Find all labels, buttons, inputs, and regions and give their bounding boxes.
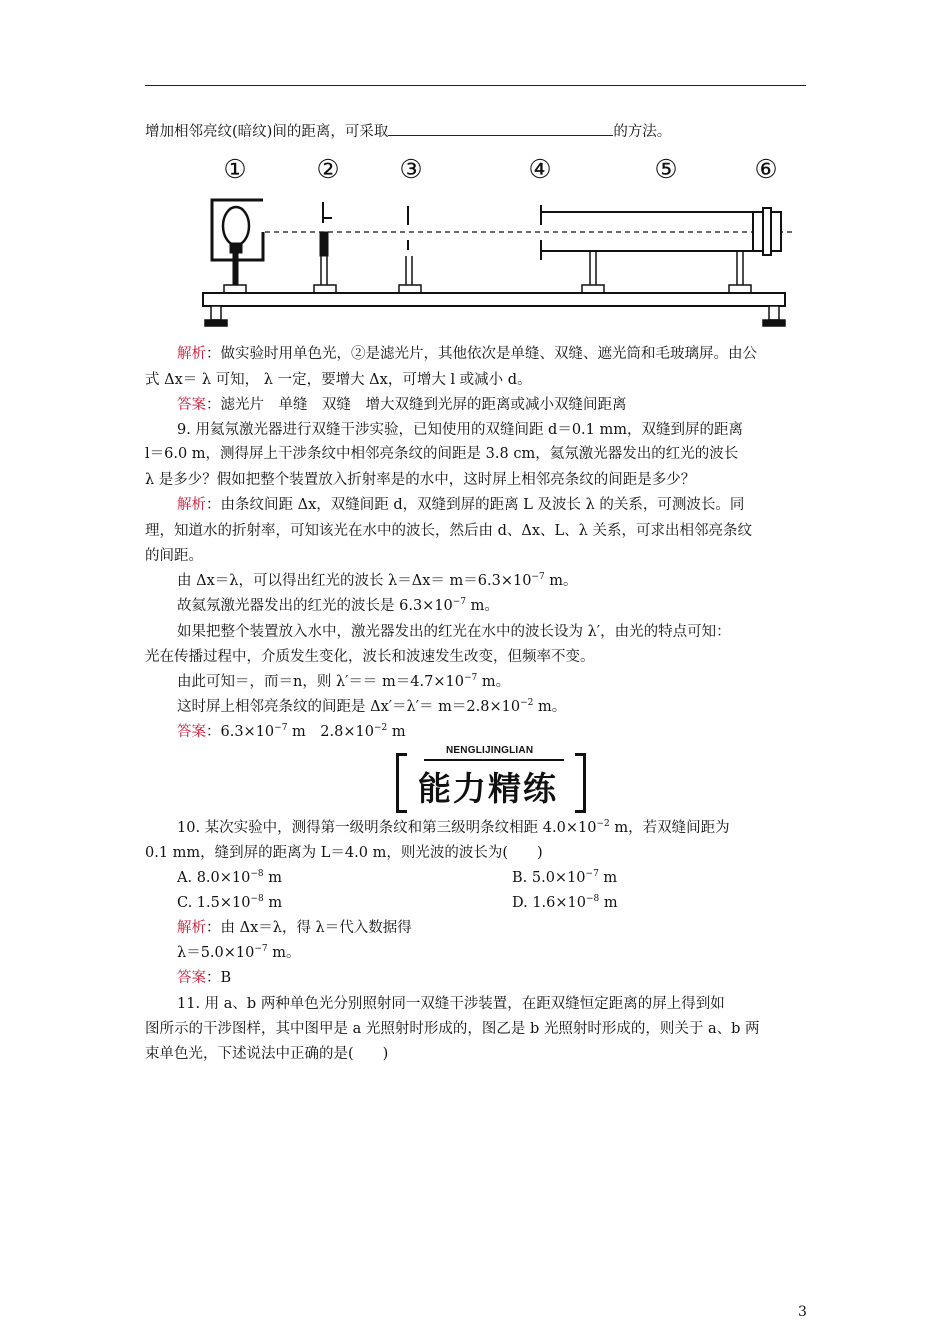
q11-text1: 11. 用 a、b 两种单色光分别照射同一双缝干涉装置，在距双缝恒定距离的屏上得到如 bbox=[177, 996, 725, 1012]
exponent: −7 bbox=[274, 723, 288, 734]
q9-solution-text9: 这时屏上相邻亮条纹的间距是 Δx′＝λ′＝ m＝2.8×10 bbox=[177, 699, 521, 715]
q9-solution-line7 bbox=[145, 647, 815, 667]
label-3: ③ bbox=[399, 155, 423, 185]
exponent: −2 bbox=[373, 723, 388, 734]
q9-answer-value2: m 2.8×10 bbox=[287, 724, 374, 740]
q9-line2 bbox=[145, 444, 815, 464]
option-d: D. $1.6\times 10^{-8}$ m bbox=[512, 894, 618, 911]
light-source bbox=[212, 200, 263, 293]
q9-answer-line bbox=[177, 722, 847, 742]
q9-line1 bbox=[177, 420, 847, 440]
label-2: ② bbox=[316, 155, 340, 185]
unit: m bbox=[387, 724, 406, 740]
label-5: ⑤ bbox=[654, 155, 678, 185]
q11-line2 bbox=[145, 1019, 815, 1039]
unit: m。 bbox=[544, 573, 578, 589]
label-1: ① bbox=[223, 155, 247, 185]
q9-solution-text7: 光在传播过程中，介质发生变化，波长和波速发生改变，但频率不变。 bbox=[145, 649, 595, 665]
exponent: −7 bbox=[531, 572, 545, 583]
q9-solution-text2: 理，知道水的折射率，可知该光在水中的波长，然后由 d、Δx、L、λ 关系，可求出相邻亮条纹 bbox=[145, 523, 752, 539]
unit: m。 bbox=[466, 598, 499, 614]
q8-solution-line2 bbox=[145, 370, 815, 390]
q8-solution-text1: ：做实验时用单色光，②是滤光片，其他依次是单缝、双缝、遮光筒和毛玻璃屏。由公 bbox=[206, 346, 757, 362]
unit: m。 bbox=[477, 674, 511, 690]
slit-holder bbox=[399, 206, 421, 293]
q9-solution-text1: ：由条纹间距 Δx，双缝间距 d，双缝到屏的距离 L 及波长 λ 的关系，可测波长。同 bbox=[206, 497, 745, 513]
q9-text3: λ 是多少？假如把整个装置放入折射率是的水中，这时屏上相邻亮条纹的间距是多少？ bbox=[145, 472, 696, 488]
q9-solution-line5 bbox=[177, 596, 847, 616]
q8-tail-end: 的方法。 bbox=[613, 124, 672, 140]
q9-solution-line4 bbox=[177, 571, 847, 591]
q10-solution-line2 bbox=[177, 943, 847, 963]
header-rule bbox=[145, 85, 806, 86]
q10-answer-line bbox=[177, 968, 847, 988]
q10-line2 bbox=[145, 843, 815, 863]
q9-solution-text8: 由此可知＝，而＝n，则 λ′＝＝ m＝4.7×10 bbox=[177, 674, 464, 690]
q9-solution-line9 bbox=[177, 697, 847, 717]
q10-solution-text1: ：由 Δx＝λ，得 λ＝代入数据得 bbox=[206, 920, 412, 936]
q8-solution-text2: 式 Δx＝ λ 可知， λ 一定，要增大 Δx，可增大 l 或减小 d。 bbox=[145, 372, 532, 388]
q10-text2: 0.1 mm，缝到屏的距离为 L＝4.0 m，则光波的波长为( ) bbox=[145, 845, 543, 861]
q9-solution-line2 bbox=[145, 521, 815, 541]
filter bbox=[314, 202, 336, 293]
q10-line1 bbox=[177, 818, 847, 838]
q10-text1: 10. 某次实验中，测得第一级明条纹和第三级明条纹相距 4.0×10 bbox=[177, 820, 597, 836]
q8-tail-line bbox=[145, 121, 815, 142]
q9-text1: 9. 用氦氖激光器进行双缝干涉实验，已知使用的双缝间距 d＝0.1 mm，双缝到屏的距离 bbox=[177, 422, 743, 438]
q9-answer-value1: ：6.3×10 bbox=[206, 724, 275, 740]
unit: m。 bbox=[267, 945, 301, 961]
answer-blank bbox=[388, 121, 613, 136]
q11-text3: 束单色光，下述说法中正确的是( ) bbox=[145, 1046, 389, 1062]
double-slit-apparatus-diagram bbox=[195, 150, 795, 335]
q8-answer-text: ：滤光片 单缝 双缝 增大双缝到光屏的距离或减小双缝间距离 bbox=[206, 397, 627, 413]
optical-bench bbox=[203, 293, 785, 326]
solution-label: 解析 bbox=[177, 346, 206, 362]
exponent: −2 bbox=[596, 819, 610, 830]
exponent: −7 bbox=[452, 597, 467, 608]
q8-answer-line bbox=[177, 395, 847, 415]
exponent: −7 bbox=[254, 944, 268, 955]
q9-solution-text4: 由 Δx＝λ，可以得出红光的波长 λ＝Δx＝ m＝6.3×10 bbox=[177, 573, 532, 589]
q8-tail-text: 增加相邻亮纹(暗纹)间的距离，可采取 bbox=[145, 124, 389, 140]
label-4: ④ bbox=[528, 155, 552, 185]
q8-solution-line1 bbox=[177, 344, 847, 364]
q9-solution-text3: 的间距。 bbox=[145, 548, 203, 564]
exponent: −7 bbox=[463, 673, 478, 684]
option-b: B. $5.0\times 10^{-7}$ m bbox=[512, 869, 618, 886]
answer-label: 答案 bbox=[177, 397, 206, 413]
exponent: −2 bbox=[520, 698, 534, 709]
answer-label: 答案 bbox=[177, 724, 206, 740]
answer-label: 答案 bbox=[177, 970, 206, 986]
q9-solution-line1 bbox=[177, 495, 847, 515]
option-a: A. $8.0\times 10^{-8}$ m bbox=[177, 869, 282, 886]
label-6: ⑥ bbox=[754, 155, 778, 185]
lens-tube bbox=[541, 205, 781, 293]
page-number: 3 bbox=[798, 1304, 807, 1320]
section-title: 能力精练 bbox=[418, 769, 558, 808]
q9-solution-line6 bbox=[177, 622, 847, 642]
q9-text2: l＝6.0 m，测得屏上干涉条纹中相邻亮条纹的间距是 3.8 cm，氦氖激光器发出的红光的波长 bbox=[145, 446, 739, 462]
section-bar bbox=[424, 759, 564, 761]
q10-answer-text: ：B bbox=[206, 970, 232, 986]
option-c: C. $1.5\times 10^{-8}$ m bbox=[177, 894, 283, 911]
q10-solution-line1 bbox=[177, 918, 847, 938]
q9-solution-text5: 故氦氖激光器发出的红光的波长是 6.3×10 bbox=[177, 598, 453, 614]
q11-line1 bbox=[177, 994, 847, 1014]
bracket-left bbox=[396, 753, 407, 813]
q9-solution-line8 bbox=[177, 672, 847, 692]
unit: m。 bbox=[533, 699, 567, 715]
q11-line3 bbox=[145, 1044, 815, 1064]
q10-text1b: m，若双缝间距为 bbox=[609, 820, 730, 836]
solution-label: 解析 bbox=[177, 497, 206, 513]
bracket-right bbox=[575, 753, 586, 813]
q9-line3 bbox=[145, 470, 815, 490]
section-heading bbox=[396, 745, 586, 807]
q9-solution-line3 bbox=[145, 546, 815, 566]
section-pinyin: NENGLIJINGLIAN bbox=[446, 745, 534, 756]
solution-label: 解析 bbox=[177, 920, 206, 936]
q11-text2: 图所示的干涉图样，其中图甲是 a 光照射时形成的，图乙是 b 光照射时形成的，则关于 a、b 两 bbox=[145, 1021, 760, 1037]
q10-solution-text2: λ＝5.0×10 bbox=[177, 945, 255, 961]
q9-solution-text6: 如果把整个装置放入水中，激光器发出的红光在水中的波长设为 λ′，由光的特点可知： bbox=[177, 624, 731, 640]
